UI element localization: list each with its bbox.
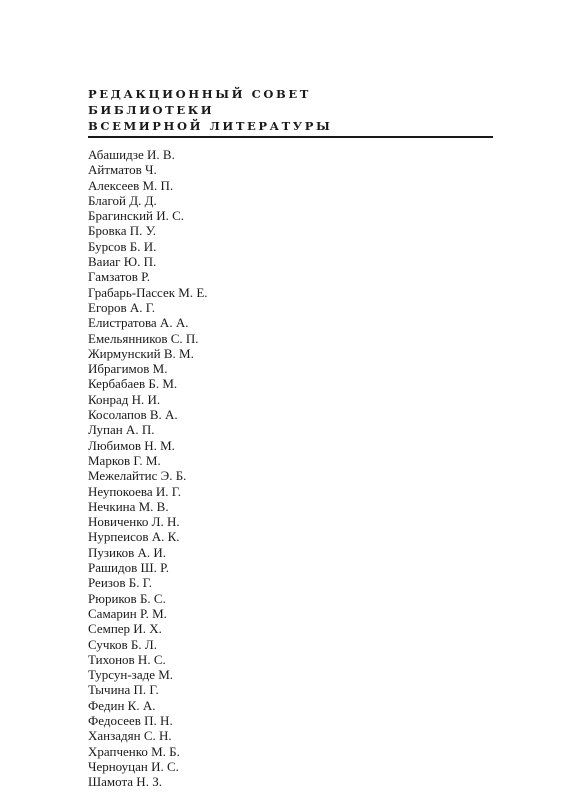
- member-name: Черноуцан И. С.: [88, 758, 179, 774]
- member-name: Нурпеисов А. К.: [88, 529, 180, 545]
- member-name: Бурсов Б. И.: [88, 238, 157, 254]
- member-name: Турсун-заде М.: [88, 667, 174, 683]
- member-name: Жирмунский В. М.: [88, 345, 194, 361]
- member-name: Айтматов Ч.: [88, 162, 157, 178]
- member-name: Рашидов Ш. Р.: [88, 560, 169, 576]
- member-name: Самарин Р. М.: [88, 605, 167, 621]
- member-name: Ибрагимов М.: [88, 361, 168, 377]
- member-name: Новиченко Л. Н.: [88, 514, 180, 530]
- member-name: Конрад Н. И.: [88, 391, 161, 407]
- member-name: Алексеев М. П.: [88, 177, 174, 193]
- member-name: Федосеев П. Н.: [88, 712, 173, 728]
- member-name: Любимов Н. М.: [88, 437, 175, 453]
- member-name: Нечкина М. В.: [88, 498, 169, 514]
- member-name: Сучков Б. Л.: [88, 636, 157, 652]
- member-name: Неупокоева И. Г.: [88, 483, 182, 499]
- member-name: Семпер И. Х.: [88, 621, 162, 637]
- member-name: Кербабаев Б. М.: [88, 376, 178, 392]
- member-name: Грабарь-Пассек М. Е.: [88, 284, 208, 300]
- member-name: Благой Д. Д.: [88, 192, 157, 208]
- member-name: Гамзатов Р.: [88, 269, 151, 285]
- member-name: Пузиков А. И.: [88, 544, 167, 560]
- member-name: Храпченко М. Б.: [88, 743, 180, 759]
- member-name: Косолапов В. А.: [88, 407, 178, 423]
- member-name: Тихонов Н. С.: [88, 651, 166, 667]
- member-name: Тычина П. Г.: [88, 682, 159, 698]
- page-heading: [88, 86, 508, 134]
- member-name: Елистратова А. А.: [88, 315, 189, 331]
- heading-line-2: БИБЛИОТЕКИ: [88, 103, 215, 117]
- member-name: Межелайтис Э. Б.: [88, 468, 187, 484]
- member-name: Лупан А. П.: [88, 422, 155, 438]
- member-name: Абашидзе И. В.: [88, 147, 175, 162]
- member-name: Бровка П. У.: [88, 223, 156, 239]
- member-name: Марков Г. М.: [88, 452, 161, 468]
- member-name: Егоров А. Г.: [88, 299, 156, 315]
- member-name: Емельянников С. П.: [88, 330, 199, 346]
- member-name: Рюриков Б. С.: [88, 590, 166, 606]
- member-name: Федин К. А.: [88, 697, 156, 713]
- member-name: Ваиаг Ю. П.: [88, 254, 157, 270]
- member-name: Шамота Н. З.: [88, 774, 162, 790]
- heading-line-3: ВСЕМИРНОЙ ЛИТЕРАТУРЫ: [88, 119, 333, 133]
- member-name: Реизов Б. Г.: [88, 575, 152, 591]
- member-name: Ханзадян С. Н.: [88, 728, 172, 744]
- heading-line-1: РЕДАКЦИОННЫЙ СОВЕТ: [88, 87, 311, 101]
- horizontal-rule: [88, 136, 493, 138]
- member-name: Брагинский И. С.: [88, 208, 185, 224]
- board-members-list: [88, 147, 208, 789]
